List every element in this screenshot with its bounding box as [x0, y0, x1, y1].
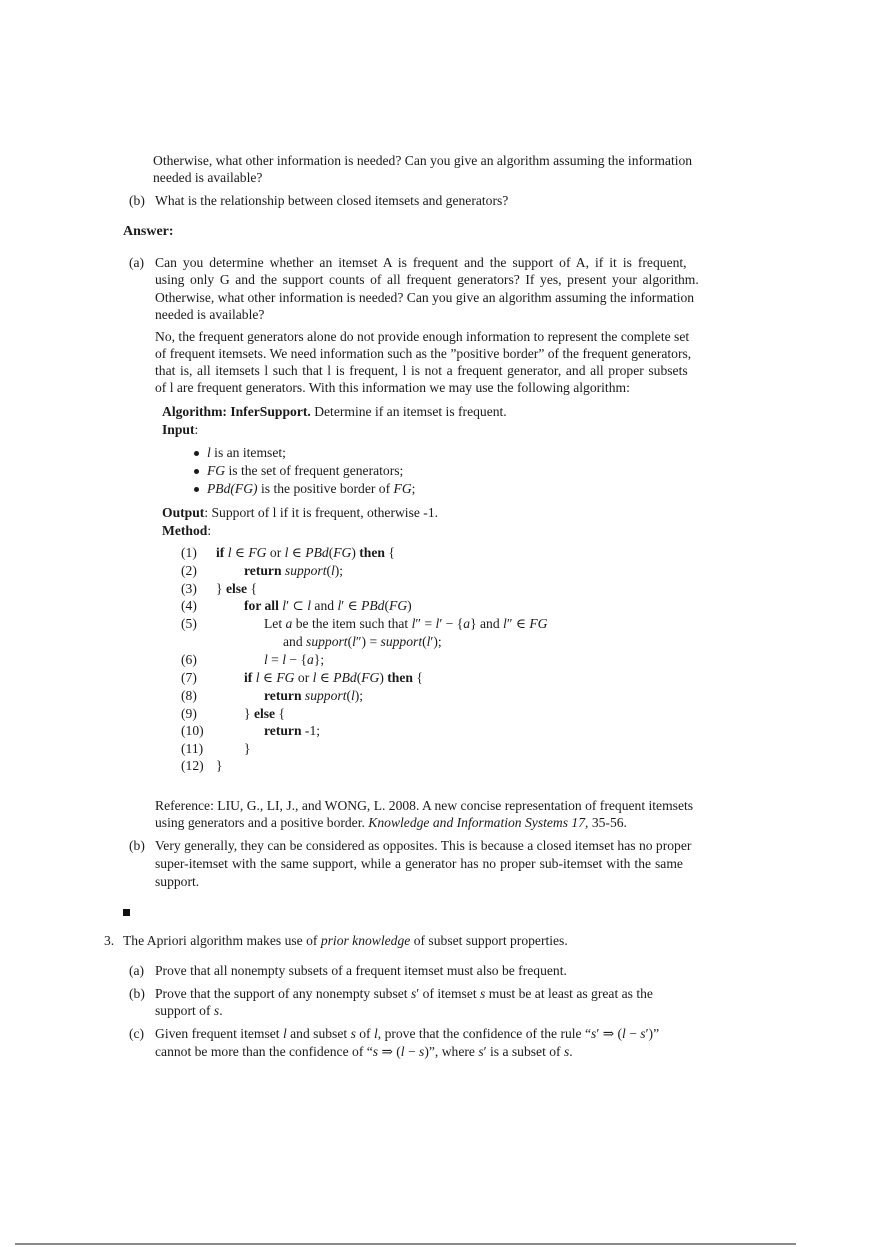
input-desc: is an itemset; — [210, 445, 286, 460]
answer-a-response-line: of frequent itemsets. We need information such as the ”positive border” of the frequent generators, — [155, 346, 692, 361]
code-line-5: Let a be the item such that l″ = l′ − {a} and l″ ∈ FG — [264, 616, 548, 631]
algorithm-title — [162, 403, 507, 420]
answer-a-label: (a) — [129, 255, 145, 270]
q3-number: 3. — [104, 933, 115, 948]
line-number: (12) — [181, 758, 204, 773]
method-heading: Method: — [162, 523, 212, 538]
line-number: (11) — [181, 741, 204, 756]
answer-a-question-line: Can you determine whether an itemset A is frequent and the support of A, if it is frequent, — [155, 255, 687, 270]
line-number: (4) — [181, 598, 197, 613]
method-label: Method — [162, 523, 208, 538]
reference-journal: Knowledge and Information Systems 17 — [368, 815, 586, 830]
answer-a-response-line: No, the frequent generators alone do not provide enough information to represent the complete set — [155, 329, 690, 344]
reference-line1: Reference: LIU, G., LI, J., and WONG, L. 2008. A new concise representation of frequent itemsets — [155, 798, 694, 813]
input-end: ; — [411, 481, 416, 496]
code-line-1: if l ∈ FG or l ∈ PBd(FG) then { — [216, 545, 395, 560]
output-line — [162, 504, 438, 521]
q2a-continuation-line1: Otherwise, what other information is needed? Can you give an algorithm assuming the information — [153, 153, 693, 168]
bullet-icon — [194, 487, 199, 492]
answer-b-line: super-itemset with the same support, while a generator has no proper sub-itemset with the same — [155, 856, 683, 871]
q3-intro-text: The Apriori algorithm makes use of — [123, 933, 321, 948]
line-number: (3) — [181, 581, 197, 596]
q2a-continuation-line2: needed is available? — [153, 170, 263, 185]
answer-a-question-line: using only G and the support counts of all frequent generators? If yes, present your algorithm. — [155, 272, 699, 287]
answer-a-question-line: needed is available? — [155, 307, 265, 322]
footer-rule — [15, 1243, 796, 1245]
answer-b-line: Very generally, they can be considered as opposites. This is because a closed itemset has no proper — [155, 838, 692, 853]
code-line-4: for all l′ ⊂ l and l′ ∈ PBd(FG) — [244, 598, 412, 613]
reference-pages: , 35-56. — [585, 815, 627, 830]
q3-intro-text: of subset support properties. — [410, 933, 568, 948]
q3c-label: (c) — [129, 1026, 145, 1041]
q3c-text-line2: cannot be more than the confidence of “s ⇒ (l − s)”, where s′ is a subset of s. — [155, 1044, 573, 1059]
q3b-text-line2: support of s. — [155, 1003, 223, 1018]
input-desc: is the set of frequent generators; — [225, 463, 404, 478]
input-var: l — [207, 445, 211, 460]
line-number: (5) — [181, 616, 197, 631]
answer-a-question-line: Otherwise, what other information is needed? Can you give an algorithm assuming the information — [155, 290, 695, 305]
q3-intro-emphasis: prior knowledge — [320, 933, 411, 948]
reference-line2 — [155, 814, 627, 831]
q2b-text: What is the relationship between closed itemsets and generators? — [155, 193, 509, 208]
input-var: PBd(FG) — [207, 481, 258, 496]
input-item — [207, 444, 286, 461]
answer-heading: Answer: — [123, 224, 174, 239]
line-number: (10) — [181, 723, 204, 738]
line-number: (9) — [181, 706, 197, 721]
code-line-6: l = l − {a}; — [264, 652, 325, 667]
algorithm-name: Algorithm: InferSupport. — [162, 404, 311, 419]
input-desc: is the positive border of — [257, 481, 394, 496]
answer-a-response-line: of l are frequent generators. With this information we may use the following algorithm: — [155, 380, 630, 395]
bullet-icon — [194, 451, 199, 456]
answer-a-response-line: that is, all itemsets l such that l is frequent, l is not a frequent generator, and all proper subsets — [155, 363, 688, 378]
answer-b-line: support. — [155, 874, 200, 889]
line-number: (6) — [181, 652, 197, 667]
input-var: FG — [393, 481, 412, 496]
output-label: Output — [162, 505, 205, 520]
input-heading: Input: — [162, 422, 199, 437]
answer-b-label: (b) — [129, 838, 145, 853]
code-line-5-continued: and support(l″) = support(l′); — [283, 634, 442, 649]
q3a-text: Prove that all nonempty subsets of a frequent itemset must also be frequent. — [155, 963, 567, 978]
reference-title-end: using generators and a positive border. — [155, 815, 369, 830]
code-line-7: if l ∈ FG or l ∈ PBd(FG) then { — [244, 670, 423, 685]
code-line-12: } — [216, 758, 223, 773]
code-line-11: } — [244, 741, 251, 756]
q3a-label: (a) — [129, 963, 145, 978]
line-number: (7) — [181, 670, 197, 685]
q2b-label: (b) — [129, 193, 145, 208]
code-line-8: return support(l); — [264, 688, 364, 703]
q3b-text-line1: Prove that the support of any nonempty subset s′ of itemset s must be at least as great as the — [155, 986, 653, 1001]
input-var: FG — [207, 463, 226, 478]
code-line-3: } else { — [216, 581, 258, 596]
input-label: Input — [162, 422, 195, 437]
code-line-2: return support(l); — [244, 563, 344, 578]
q3-intro — [123, 932, 568, 949]
q3b-label: (b) — [129, 986, 145, 1001]
output-text: : Support of l if it is frequent, otherwise -1. — [204, 505, 439, 520]
code-line-10: return -1; — [264, 723, 321, 738]
qed-square-icon — [123, 909, 130, 916]
algorithm-description: Determine if an itemset is frequent. — [314, 404, 507, 419]
q3c-text-line1: Given frequent itemset l and subset s of l, prove that the confidence of the rule “s′ ⇒ (l − s′)” — [155, 1026, 660, 1041]
input-item — [207, 462, 403, 479]
bullet-icon — [194, 469, 199, 474]
line-number: (1) — [181, 545, 197, 560]
line-number: (8) — [181, 688, 197, 703]
code-line-9: } else { — [244, 706, 286, 721]
input-item — [207, 480, 415, 497]
line-number: (2) — [181, 563, 197, 578]
